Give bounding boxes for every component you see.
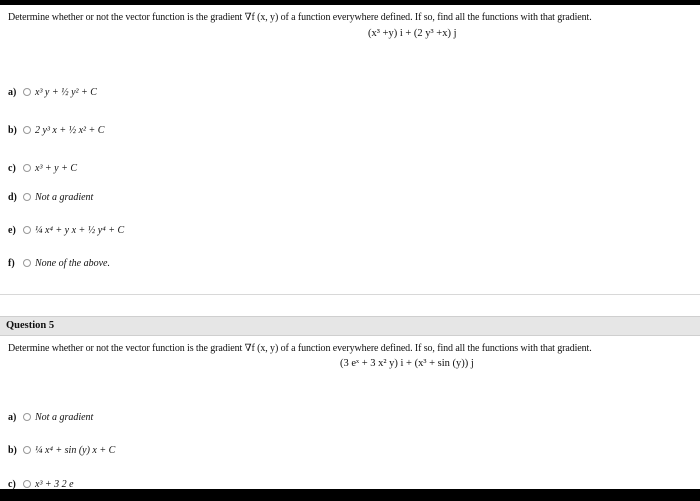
option-letter: a) [8, 411, 17, 423]
radio-button[interactable] [23, 88, 31, 96]
option-text: x³ + y + C [35, 162, 78, 174]
q5-formula: (3 eˣ + 3 x² y) i + (x³ + sin (y)) j [340, 358, 474, 369]
option-letter: f) [8, 257, 15, 269]
radio-button[interactable] [23, 413, 31, 421]
option-letter: a) [8, 86, 17, 98]
q4-option-e[interactable] [8, 222, 124, 238]
radio-button[interactable] [23, 126, 31, 134]
option-letter: c) [8, 478, 16, 490]
radio-button[interactable] [23, 480, 31, 488]
radio-button[interactable] [23, 259, 31, 267]
q4-option-d[interactable] [8, 189, 93, 205]
option-letter: b) [8, 124, 17, 136]
option-text: ¼ x⁴ + y x + ½ y⁴ + C [35, 224, 125, 236]
q5-option-a[interactable] [8, 409, 93, 425]
q5-prompt: Determine whether or not the vector function is the gradient ∇f (x, y) of a function everywhere defined. If so, find all the functions with that gradient. [8, 343, 592, 354]
q4-option-a[interactable] [8, 84, 97, 100]
section-divider [0, 294, 700, 295]
option-text: ¼ x⁴ + sin (y) x + C [35, 444, 116, 456]
q5-option-b[interactable] [8, 442, 115, 458]
option-text: Not a gradient [35, 191, 94, 203]
q4-option-b[interactable] [8, 122, 104, 138]
q4-prompt: Determine whether or not the vector function is the gradient ∇f (x, y) of a function everywhere defined. If so, find all the functions with that gradient. [8, 12, 592, 23]
radio-button[interactable] [23, 193, 31, 201]
radio-button[interactable] [23, 226, 31, 234]
option-text: 2 y³ x + ½ x² + C [35, 124, 105, 136]
top-edge-bar [0, 0, 700, 5]
q4-option-c[interactable] [8, 160, 77, 176]
q4-formula: (x³ +y) i + (2 y³ +x) j [368, 28, 457, 39]
option-letter: d) [8, 191, 17, 203]
option-text: None of the above. [35, 257, 110, 269]
option-letter: b) [8, 444, 17, 456]
question-title: Question 5 [6, 320, 55, 331]
radio-button[interactable] [23, 164, 31, 172]
option-letter: c) [8, 162, 16, 174]
q4-option-f[interactable] [8, 255, 110, 271]
option-letter: e) [8, 224, 16, 236]
radio-button[interactable] [23, 446, 31, 454]
question-header [0, 316, 700, 336]
option-text: x³ y + ½ y² + C [35, 86, 97, 98]
option-text: x³ + 3 2 e [35, 478, 74, 490]
option-text: Not a gradient [35, 411, 94, 423]
bottom-edge-bar [0, 489, 700, 501]
